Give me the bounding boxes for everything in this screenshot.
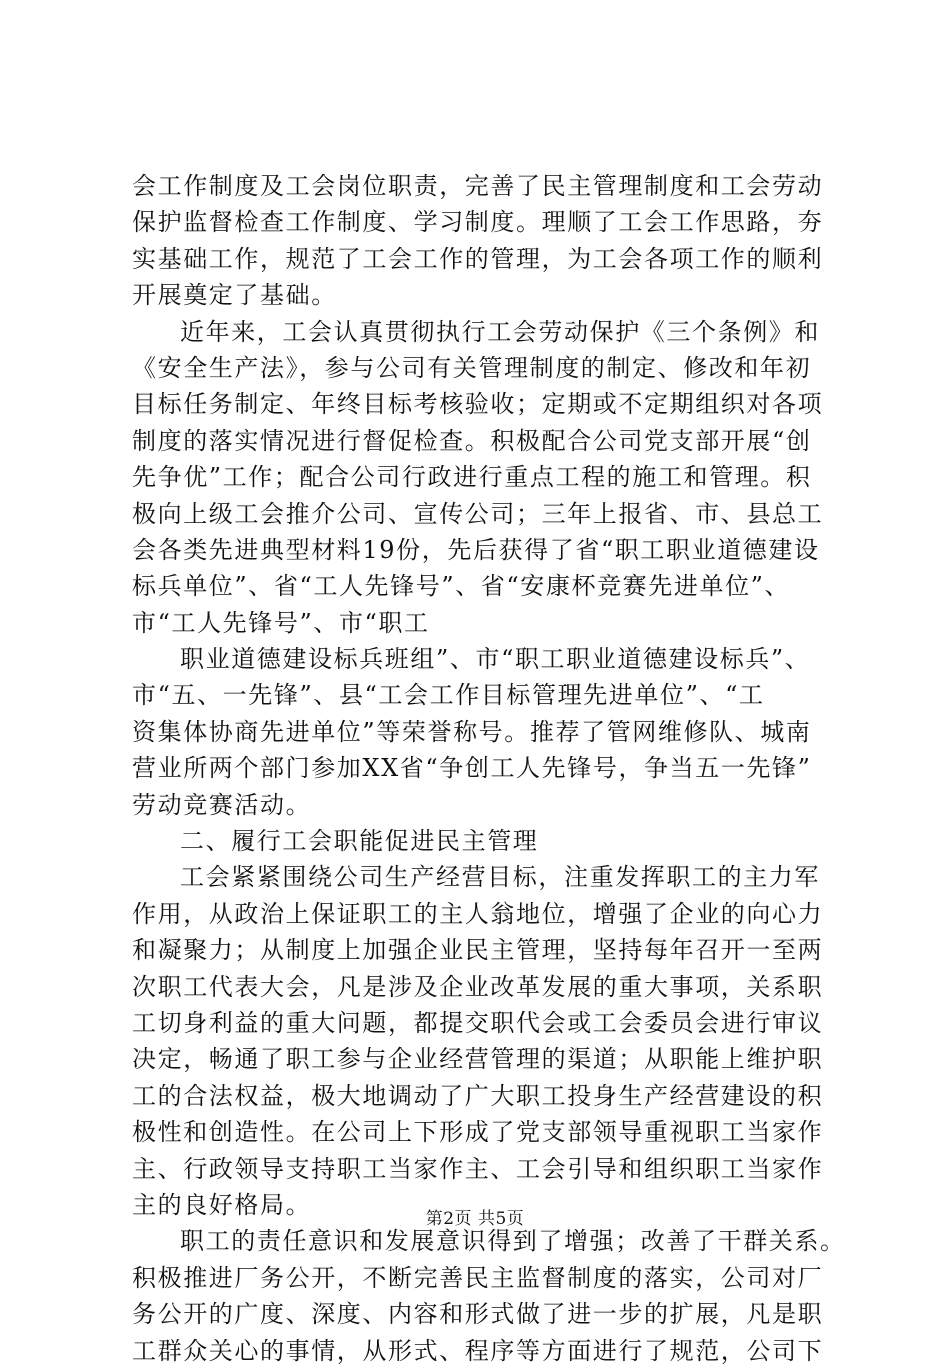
text-line: 近年来，工会认真贯彻执行工会劳动保护《三个条例》和 [180,317,820,346]
text-line: 职业道德建设标兵班组”、市“职工职业道德建设标兵”、 [180,645,811,674]
text-line: 务公开的广度、深度、内容和形式做了进一步的扩展，凡是职 [132,1300,824,1329]
page-footer: 第2页 共5页 [425,1209,525,1229]
text-line: 资集体协商先进单位”等荣誉称号。推荐了管网维修队、城南 [132,717,812,746]
text-line: 保护监督检查工作制度、学习制度。理顺了工会工作思路，夯 [132,208,824,237]
text-line: 标兵单位”、省“工人先锋号”、省“安康杯竞赛先进单位”、 [132,572,791,601]
text-line: 会各类先进典型材料19份，先后获得了省“职工职业道德建设 [132,535,820,564]
text-line: 工的合法权益，极大地调动了广大职工投身生产经营建设的积 [132,1081,824,1110]
text-line: 次职工代表大会，凡是涉及企业改革发展的重大事项，关系职 [132,972,824,1001]
text-line: 工会紧紧围绕公司生产经营目标，注重发挥职工的主力军 [180,863,820,892]
text-line: 制度的落实情况进行督促检查。积极配合公司党支部开展“创 [132,426,812,455]
text-line: 和凝聚力；从制度上加强企业民主管理，坚持每年召开一至两 [132,936,824,965]
text-line: 会工作制度及工会岗位职责，完善了民主管理制度和工会劳动 [132,172,824,200]
text-line: 营业所两个部门参加XX省“争创工人先锋号，争当五一先锋” [132,754,812,783]
text-line: 开展奠定了基础。 [132,281,337,310]
text-line: 极性和创造性。在公司上下形成了党支部领导重视职工当家作 [132,1118,824,1147]
document-body [132,168,852,1369]
text-line: 工切身利益的重大问题，都提交职代会或工会委员会进行审议 [132,1008,824,1037]
text-line: 实基础工作，规范了工会工作的管理，为工会各项工作的顺利 [132,244,824,273]
text-line: 目标任务制定、年终目标考核验收；定期或不定期组织对各项 [132,390,824,419]
text-line: 作用，从政治上保证职工的主人翁地位，增强了企业的向心力 [132,899,824,928]
text-line: 主、行政领导支持职工当家作主、工会引导和组织职工当家作 [132,1154,824,1183]
text-line: 职工的责任意识和发展意识得到了增强；改善了干群关系。 [180,1227,846,1256]
text-line: 二、履行工会职能促进民主管理 [180,827,539,856]
text-line: 《安全生产法》，参与公司有关管理制度的制定、修改和年初 [132,353,812,382]
text-line: 积极推进厂务公开，不断完善民主监督制度的落实，公司对厂 [132,1263,824,1292]
text-line: 极向上级工会推介公司、宣传公司；三年上报省、市、县总工 [132,499,824,528]
text-line: 市“五、一先锋”、县“工会工作目标管理先进单位”、“工 [132,681,765,710]
text-line: 主的良好格局。 [132,1190,312,1219]
text-line: 先争优”工作；配合公司行政进行重点工程的施工和管理。积 [132,463,812,492]
text-line: 工群众关心的事情，从形式、程序等方面进行了规范，公司下 [132,1336,824,1365]
text-line: 决定，畅通了职工参与企业经营管理的渠道；从职能上维护职 [132,1045,824,1074]
text-line: 劳动竞赛活动。 [132,790,312,819]
text-line: 市“工人先锋号”、市“职工 [132,608,430,637]
